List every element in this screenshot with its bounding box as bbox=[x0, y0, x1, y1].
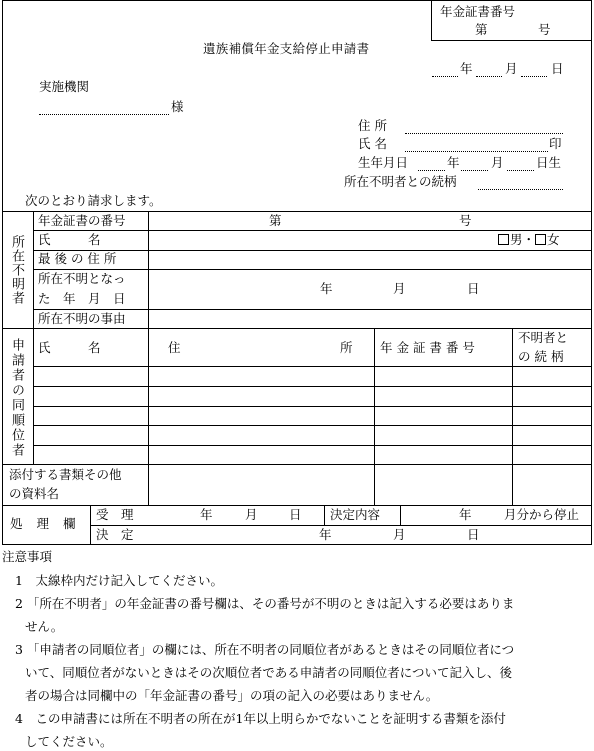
birth-year-field[interactable] bbox=[418, 170, 445, 171]
note-line: 3 「申請者の同順位者」の欄には、所在不明者の同順位者があるときはその同順位者につ bbox=[15, 642, 515, 657]
gender-options bbox=[498, 234, 560, 247]
birth-month-field[interactable] bbox=[461, 170, 488, 171]
successor-row[interactable] bbox=[34, 407, 591, 424]
successors-col-address-2: 所 bbox=[340, 340, 353, 355]
decided-day: 日 bbox=[467, 527, 480, 542]
decided-year: 年 bbox=[319, 527, 332, 542]
gender-female: 女 bbox=[547, 232, 560, 247]
decision-content-label: 決定内容 bbox=[330, 507, 381, 522]
note-line: せん。 bbox=[25, 619, 64, 634]
date-day-label: 日 bbox=[551, 61, 564, 76]
stop-year: 年 bbox=[459, 507, 472, 522]
note-line: いて、同順位者がないときはその次順位者である申請者の同順位者について記入し、後 bbox=[25, 665, 513, 680]
successors-col-cert: 年 金 証 書 番 号 bbox=[380, 340, 475, 355]
processing-label: 処 理 欄 bbox=[10, 516, 81, 531]
gender-separator: ・ bbox=[522, 232, 536, 247]
female-checkbox[interactable] bbox=[535, 234, 546, 245]
name-field[interactable] bbox=[405, 151, 548, 152]
note-line: 者の場合は同欄中の「年金証書の番号」の項の記入の必要はありません。 bbox=[25, 688, 439, 703]
successor-row[interactable] bbox=[34, 387, 591, 405]
note-line: 4 この申請書には所在不明者の所在が1年以上明らかでないことを証明する書類を添付 bbox=[15, 711, 506, 726]
section-line bbox=[2, 328, 592, 329]
missing-cert-input[interactable] bbox=[150, 212, 590, 229]
notes-heading: 注意事項 bbox=[2, 549, 53, 564]
received-month: 月 bbox=[245, 507, 258, 522]
date-day-field[interactable] bbox=[521, 76, 547, 77]
successors-col-name: 氏 名 bbox=[38, 340, 101, 355]
birth-label: 生年月日 bbox=[358, 155, 409, 170]
birth-year-label: 年 bbox=[447, 155, 460, 170]
address-field[interactable] bbox=[405, 133, 563, 134]
missing-name-input[interactable] bbox=[150, 231, 490, 249]
form-title: 遺族補償年金支給停止申請書 bbox=[203, 41, 370, 56]
processing-decided: 決 定 bbox=[96, 527, 134, 542]
attachments-input[interactable] bbox=[150, 465, 590, 504]
relation-label: 所在不明者との続柄 bbox=[344, 174, 457, 189]
decided-month: 月 bbox=[393, 527, 406, 542]
missing-cert-go: 号 bbox=[459, 213, 472, 228]
missing-date-year: 年 bbox=[320, 281, 333, 296]
agency-sama: 様 bbox=[171, 99, 184, 114]
birth-day-field[interactable] bbox=[507, 170, 534, 171]
successors-col-relation-2: の 続 柄 bbox=[518, 349, 564, 364]
seal-mark: 印 bbox=[549, 136, 562, 151]
missing-cert-dai: 第 bbox=[269, 213, 282, 228]
col-line bbox=[400, 505, 401, 525]
successor-row[interactable] bbox=[34, 446, 591, 463]
col-line bbox=[90, 505, 91, 545]
gender-male: 男 bbox=[510, 232, 523, 247]
male-checkbox[interactable] bbox=[498, 234, 509, 245]
missing-reason-input[interactable] bbox=[150, 310, 590, 327]
birth-month-label: 月 bbox=[491, 155, 504, 170]
note-line: 1 太線枠内だけ記入してください。 bbox=[15, 573, 223, 588]
name-label: 氏 名 bbox=[358, 136, 387, 151]
note-line: 2 「所在不明者」の年金証書の番号欄は、その番号が不明のときは記入する必要はありま bbox=[15, 596, 515, 611]
stop-from: 月分から停止 bbox=[504, 507, 580, 522]
attachments-label-2: の資料名 bbox=[9, 486, 60, 501]
col-line bbox=[324, 505, 325, 525]
missing-reason-label: 所在不明の事由 bbox=[38, 311, 126, 326]
note-line: してください。 bbox=[25, 734, 113, 749]
processing-received: 受 理 bbox=[96, 507, 134, 522]
row-line bbox=[90, 525, 592, 526]
cert-number-go: 号 bbox=[538, 22, 551, 37]
attachments-label-1: 添付する書類その他 bbox=[9, 467, 122, 482]
successors-col-address-1: 住 bbox=[168, 340, 181, 355]
cert-number-dai: 第 bbox=[475, 22, 488, 37]
request-text: 次のとおり請求します。 bbox=[25, 193, 162, 208]
agency-field[interactable] bbox=[39, 114, 169, 115]
date-month-field[interactable] bbox=[476, 76, 502, 77]
relation-field[interactable] bbox=[478, 189, 563, 190]
last-address-input[interactable] bbox=[150, 251, 590, 268]
address-label: 住 所 bbox=[358, 118, 387, 133]
missing-cert-label: 年金証書の番号 bbox=[38, 213, 126, 228]
missing-name-label: 氏 名 bbox=[38, 232, 101, 247]
successors-section-label: 申請者の同順位者 bbox=[9, 338, 24, 458]
last-address-label: 最 後 の 住 所 bbox=[38, 251, 117, 266]
missing-section-label: 所在不明者 bbox=[9, 235, 24, 305]
received-year: 年 bbox=[200, 507, 213, 522]
successors-col-relation-1: 不明者と bbox=[518, 330, 569, 345]
date-month-label: 月 bbox=[505, 61, 518, 76]
date-year-field[interactable] bbox=[432, 76, 458, 77]
agency-label: 実施機関 bbox=[39, 79, 90, 94]
missing-date-day: 日 bbox=[467, 281, 480, 296]
missing-date-input[interactable] bbox=[150, 270, 590, 308]
successor-row[interactable] bbox=[34, 426, 591, 444]
date-year-label: 年 bbox=[460, 61, 473, 76]
received-day: 日 bbox=[289, 507, 302, 522]
missing-date-label-1: 所在不明となっ bbox=[38, 271, 126, 286]
birth-day-label: 日生 bbox=[536, 155, 562, 170]
cert-number-label: 年金証書番号 bbox=[440, 4, 516, 19]
missing-date-label-2: た 年 月 日 bbox=[38, 291, 126, 306]
missing-date-month: 月 bbox=[393, 281, 406, 296]
successor-row[interactable] bbox=[34, 367, 591, 385]
